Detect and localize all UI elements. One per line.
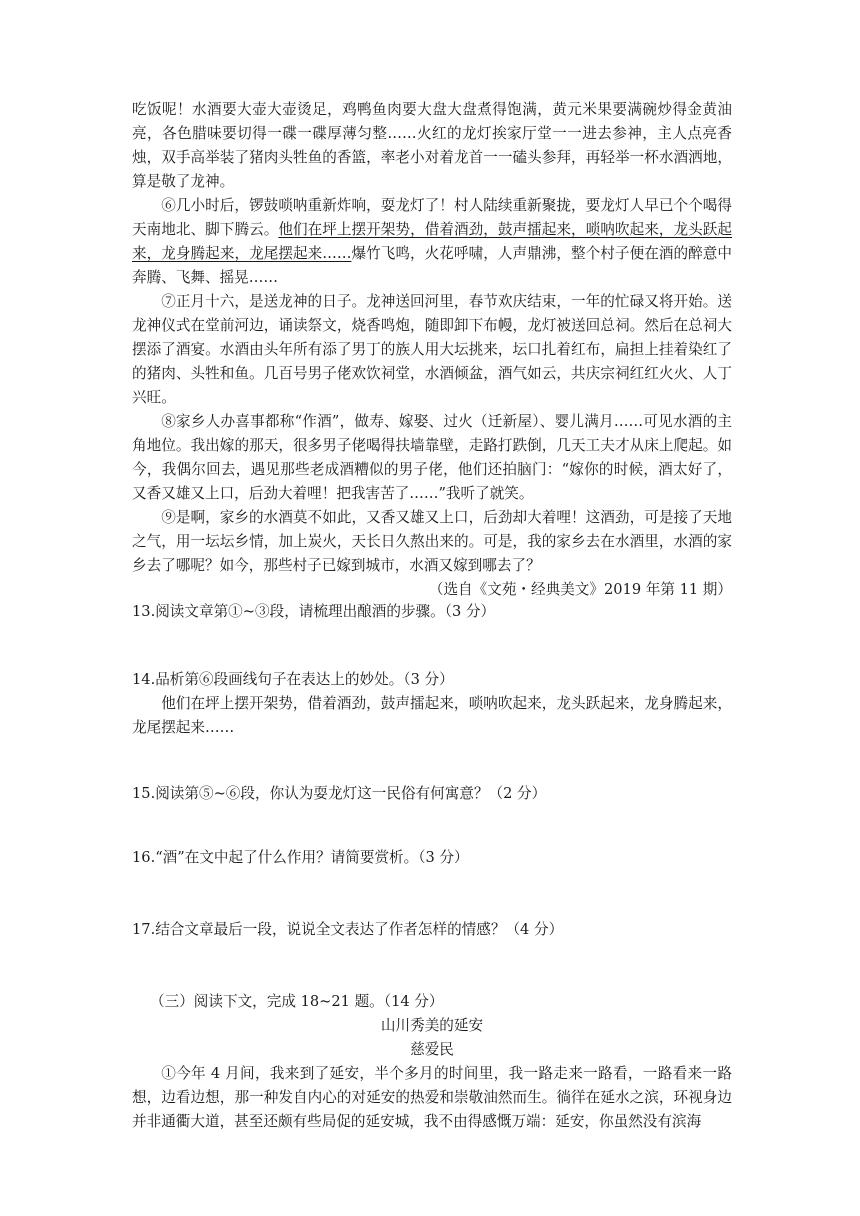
paragraph-5-continued: 吃饭呢！水酒要大壶大壶烫足，鸡鸭鱼肉要大盘大盘煮得饱满，黄元米果要满碗炒得金黄油亮，各色腊味要切得一碟一碟厚薄匀整……火红的龙灯挨家厅堂一一进去参神，主人点亮香烛，双手高举装了猪肉头牲鱼的香篮，率老小对着龙首一一磕头参拜，再轻举一杯水酒洒地，算是敬了龙神。: [132, 101, 732, 190]
source-citation: （选自《文苑・经典美文》2019 年第 11 期）: [428, 581, 732, 598]
paragraph-6: [132, 194, 732, 290]
article-author: 慈爱民: [410, 1041, 454, 1058]
question-16: 16.“酒”在文中起了什么作用？请简要赏析。（3 分）: [132, 849, 469, 866]
article-paragraph-1: ①今年 4 月间，我来到了延安，半个多月的时间里，我一路走来一路看，一路看来一路想，边看边想，那一种发自内心的对延安的热爱和崇敬油然而生。徜徉在延水之滨，环视身边并非通衢大道，甚至还颇有些局促的延安城，我不由得感慨万端：延安，你虽然没有滨海: [132, 1065, 732, 1130]
article-title: 山川秀美的延安: [380, 1017, 484, 1034]
paragraph-7: ⑦正月十六，是送龙神的日子。龙神送回河里，春节欢庆结束，一年的忙碌又将开始。送龙神仪式在堂前河边，诵读祭文，烧香鸣炮，随即卸下布幔，龙灯被送回总祠。然后在总祠大摆添了酒宴。水酒由头年所有添了男丁的族人用大坛挑来，坛口扎着红布，扁担上挂着染红了的猪肉、头牲和鱼。几百号男子佬欢饮祠堂，水酒倾盆，酒气如云，共庆宗祠红红火火、人丁兴旺。: [132, 293, 732, 406]
question-13: 13.阅读文章第①~③段，请梳理出酿酒的步骤。（3 分）: [132, 603, 496, 620]
question-14: 14.品析第⑥段画线句子在表达上的妙处。（3 分）: [132, 671, 454, 688]
paragraph-6-text-b: 爆竹飞鸣，火花呼啸，人声鼎沸，整个村子便在酒的醉意中奔腾、飞舞、摇晃……: [132, 245, 732, 286]
question-15: 15.阅读第⑤~⑥段，你认为耍龙灯这一民俗有何寓意？（2 分）: [132, 785, 547, 802]
section-3-heading: （三）阅读下文，完成 18~21 题。（14 分）: [150, 993, 444, 1010]
paragraph-8: ⑧家乡人办喜事都称“作酒”，做寿、嫁娶、过火（迁新屋）、婴儿满月……可见水酒的主角地位。我出嫁的那天，很多男子佬喝得扶墙靠壁，走路打跌倒，几天工夫才从床上爬起。如今，我偶尔回去，遇见那些老成酒糟似的男子佬，他们还拍脑门：“嫁你的时候，酒太好了，又香又雄又上口，后劲大着哩！把我害苦了……”我听了就笑。: [132, 413, 732, 502]
paragraph-6-underlined-sentence: 他们在坪上摆开架势，借着酒劲，鼓声擂起来，唢呐吹起来，龙头跃起来，龙身腾起来，龙尾摆起来……: [132, 221, 732, 262]
question-17: 17.结合文章最后一段，说说全文表达了作者怎样的情感？（4 分）: [132, 921, 564, 938]
question-14-quote: 他们在坪上摆开架势，借着酒劲，鼓声擂起来，唢呐吹起来，龙头跃起来，龙身腾起来，龙尾摆起来……: [132, 695, 732, 736]
paragraph-9: ⑨是啊，家乡的水酒莫不如此，又香又雄又上口，后劲却大着哩！这酒劲，可是接了天地之气，用一坛坛乡情，加上炭火，天长日久熬出来的。可是，我的家乡去在水酒里，水酒的家乡去了哪呢？如今，那些村子已嫁到城市，水酒又嫁到哪去了？: [132, 509, 732, 574]
paragraph-6-text-a: ⑥几小时后，锣鼓唢呐重新炸响，耍龙灯了！村人陆续重新聚拢，要龙灯人早已个个喝得天南地北、脚下腾云。: [132, 197, 732, 238]
